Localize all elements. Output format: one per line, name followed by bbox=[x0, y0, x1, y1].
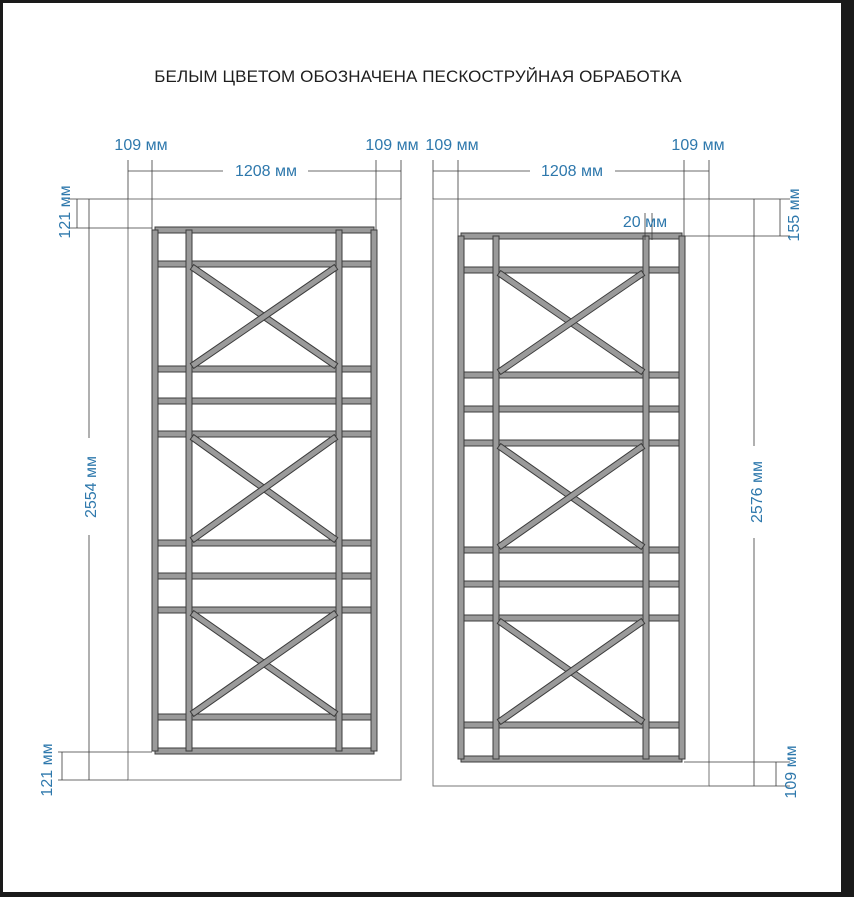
right-margin-right-label: 109 мм bbox=[671, 137, 725, 154]
right-width-label: 1208 мм bbox=[540, 163, 604, 180]
grille-bar bbox=[679, 236, 685, 759]
right-margin-left-label: 109 мм bbox=[425, 137, 479, 154]
right-margin-bottom-label: 109 мм bbox=[783, 745, 800, 799]
right-margin-top-label: 155 мм bbox=[786, 188, 803, 242]
grille-bar bbox=[186, 230, 192, 751]
left-margin-bottom-label: 121 мм bbox=[39, 743, 56, 797]
grille-bar bbox=[643, 236, 649, 759]
left-margin-top-label: 121 мм bbox=[57, 185, 74, 239]
left-margin-right-label: 109 мм bbox=[365, 137, 419, 154]
page-title: БЕЛЫМ ЦВЕТОМ ОБОЗНАЧЕНА ПЕСКОСТРУЙНАЯ ОБРАБОТКА bbox=[154, 67, 682, 86]
right-dimension-lines bbox=[433, 160, 790, 786]
grille-bar bbox=[336, 230, 342, 751]
grille-bar bbox=[152, 230, 158, 751]
left-panel bbox=[39, 137, 419, 797]
right-offset-label: 20 мм bbox=[622, 214, 668, 231]
right-height-label: 2576 мм bbox=[749, 460, 766, 524]
right-grille bbox=[458, 233, 685, 762]
grille-bar bbox=[458, 236, 464, 759]
left-margin-left-label: 109 мм bbox=[114, 137, 168, 154]
left-width-label: 1208 мм bbox=[234, 163, 298, 180]
grille-bar bbox=[371, 230, 377, 751]
right-panel bbox=[425, 137, 803, 799]
left-height-label: 2554 мм bbox=[83, 455, 100, 519]
grille-bar bbox=[493, 236, 499, 759]
left-grille bbox=[152, 227, 377, 754]
